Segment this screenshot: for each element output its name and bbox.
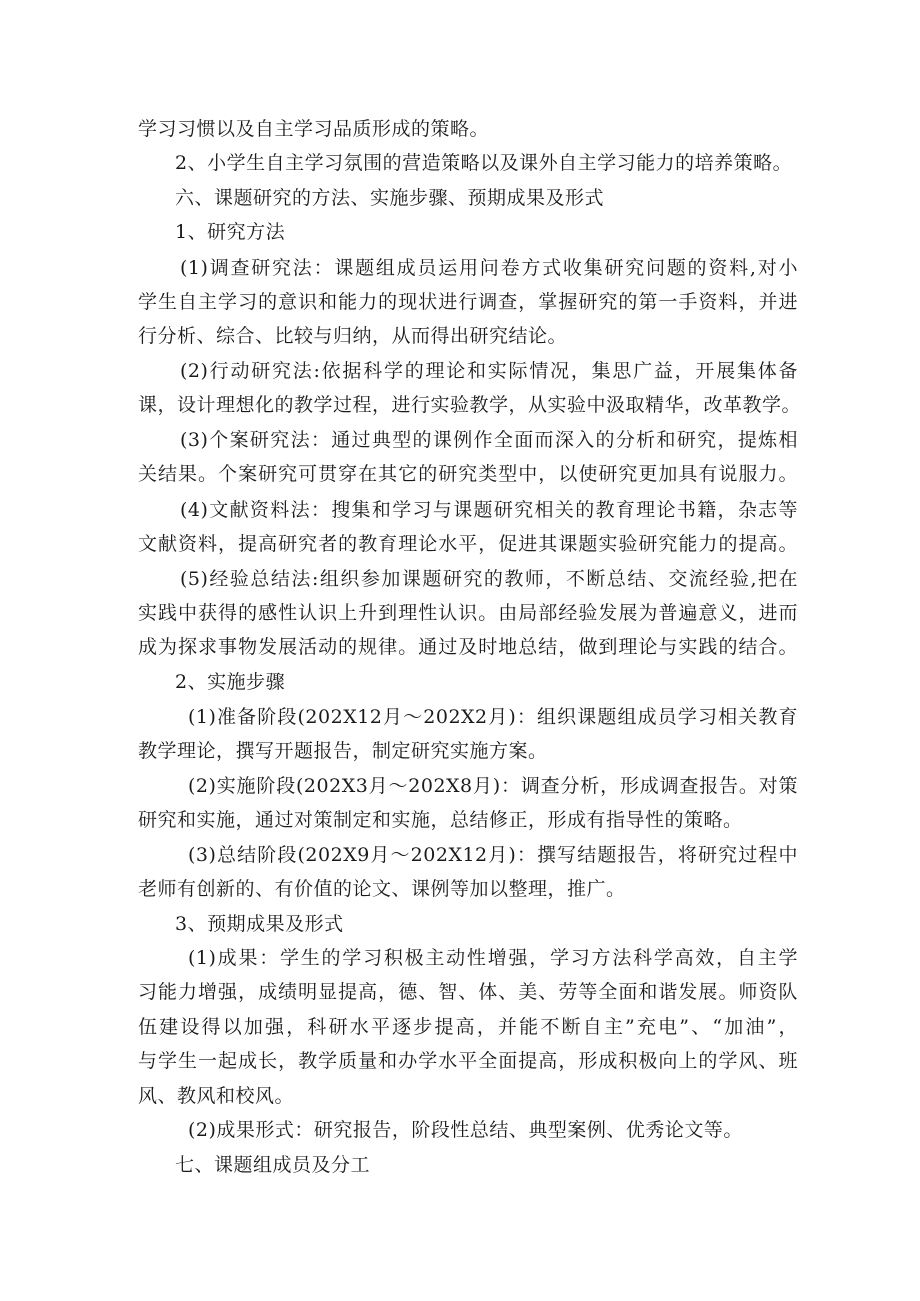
text-line: (4)文献资料法：搜集和学习与课题研究相关的教育理论书籍，杂志等 <box>180 499 798 521</box>
text-line: (2)行动研究法:依据科学的理论和实际情况，集思广益，开展集体备 <box>180 360 798 382</box>
text-line: 老师有创新的、有价值的论文、课例等加以整理，推广。 <box>138 878 626 900</box>
text-line: (2)实施阶段(202X3月～202X8月)：调查分析，形成调查报告。对策 <box>188 775 798 797</box>
text-line: 与学生一起成长，教学质量和办学水平全面提高，形成积极向上的学风、班 <box>138 1050 798 1072</box>
text-line: (5)经验总结法:组织参加课题研究的教师，不断总结、交流经验,把在 <box>180 568 798 590</box>
text-line: 教学理论，撰写开题报告，制定研究实施方案。 <box>138 740 548 762</box>
text-line: (1)调查研究法：课题组成员运用问卷方式收集研究问题的资料,对小 <box>180 257 798 279</box>
text-line: (1)准备阶段(202X12月～202X2月)：组织课题组成员学习相关教育 <box>188 706 798 728</box>
text-line: 关结果。个案研究可贯穿在其它的研究类型中，以使研究更加具有说服力。 <box>138 463 798 485</box>
text-line: 课，设计理想化的教学过程，进行实验教学，从实验中汲取精华，改革教学。 <box>138 394 802 416</box>
text-line: 成为探求事物发展活动的规律。通过及时地总结，做到理论与实践的结合。 <box>138 636 798 658</box>
text-line: 伍建设得以加强，科研水平逐步提高，并能不断自主”充电”、“加油”， <box>138 1016 798 1038</box>
text-line: 文献资料，提高研究者的教育理论水平，促进其课题实验研究能力的提高。 <box>138 533 798 555</box>
text-line: 行分析、综合、比较与归纳，从而得出研究结论。 <box>138 325 568 347</box>
text-line: (3)总结阶段(202X9月～202X12月)：撰写结题报告，将研究过程中 <box>188 844 798 866</box>
section-heading: 七、课题组成员及分工 <box>175 1154 371 1176</box>
text-line: (3)个案研究法：通过典型的课例作全面而深入的分析和研究，提炼相 <box>180 429 798 451</box>
text-line: 习能力增强，成绩明显提高，德、智、体、美、劳等全面和谐发展。师资队 <box>138 981 798 1003</box>
subsection-heading: 1、研究方法 <box>175 221 286 243</box>
text-line: (1)成果：学生的学习积极主动性增强，学习方法科学高效，自主学 <box>188 947 798 969</box>
text-line: 2、小学生自主学习氛围的营造策略以及课外自主学习能力的培养策略。 <box>175 152 793 174</box>
section-heading: 六、课题研究的方法、实施步骤、预期成果及形式 <box>175 187 605 209</box>
text-line: (2)成果形式：研究报告，阶段性总结、典型案例、优秀论文等。 <box>188 1119 743 1141</box>
text-line: 学习习惯以及自主学习品质形成的策略。 <box>138 118 490 140</box>
text-line: 风、教风和校风。 <box>138 1085 295 1107</box>
subsection-heading: 2、实施步骤 <box>175 671 286 693</box>
text-line: 实践中获得的感性认识上升到理性认识。由局部经验发展为普遍意义，进而 <box>138 602 798 624</box>
text-line: 研究和实施，通过对策制定和实施，总结修正，形成有指导性的策略。 <box>138 809 743 831</box>
subsection-heading: 3、预期成果及形式 <box>175 913 344 935</box>
text-line: 学生自主学习的意识和能力的现状进行调查，掌握研究的第一手资料，并进 <box>138 291 798 313</box>
